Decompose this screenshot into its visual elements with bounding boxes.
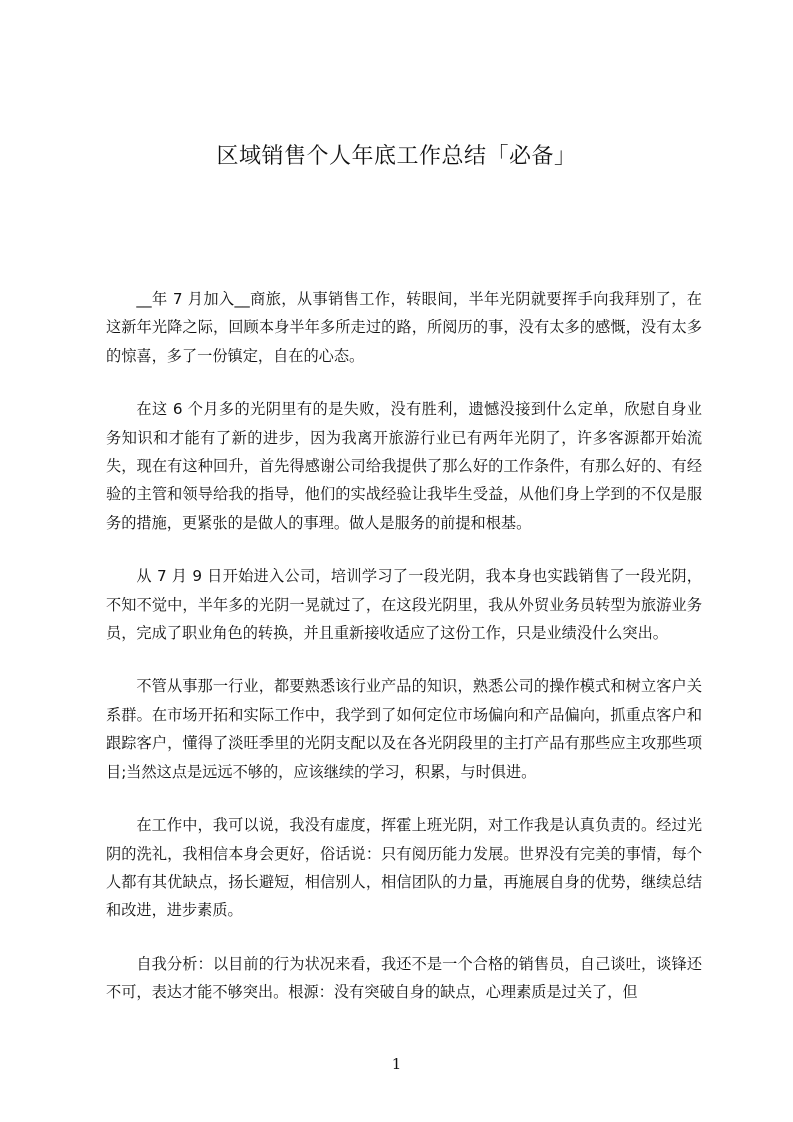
document-title: 区域销售个人年底工作总结「必备」 (216, 144, 577, 169)
page-number: 1 (391, 1055, 402, 1073)
document-body (106, 285, 702, 1032)
paragraph-4: 不管从事那一行业，都要熟悉该行业产品的知识，熟悉公司的操作模式和树立客户关系群。在市场开拓和实际工作中，我学到了如何定位市场偏向和产品偏向，抓重点客户和跟踪客户，懂得了淡旺季里的光阴支配以及在各光阴段里的主打产品有那些应主攻那些项目;当然这点是远远不够的，应该继续的学习，积累，与时俱进。 (106, 677, 702, 781)
paragraph-5: 在工作中，我可以说，我没有虚度，挥霍上班光阴，对工作我是认真负责的。经过光阴的洗礼，我相信本身会更好，俗话说：只有阅历能力发展。世界没有完美的事情，每个人都有其优缺点，扬长避短，相信别人，相信团队的力量，再施展自身的优势，继续总结和改进，进步素质。 (106, 816, 702, 920)
paragraph-1: __年 7 月加入__商旅，从事销售工作，转眼间，半年光阴就要挥手向我拜别了，在这新年光降之际，回顾本身半年多所走过的路，所阅历的事，没有太多的感慨，没有太多的惊喜，多了一份镇定，自在的心态。 (106, 290, 702, 365)
paragraph-2: 在这 6 个月多的光阴里有的是失败，没有胜利，遗憾没接到什么定单，欣慰自身业务知识和才能有了新的进步，因为我离开旅游行业已有两年光阴了，许多客源都开始流失，现在有这种回升，首先得感谢公司给我提供了那么好的工作条件，有那么好的、有经验的主管和领导给我的指导，他们的实战经验让我毕生受益，从他们身上学到的不仅是服务的措施，更紧张的是做人的事理。做人是服务的前提和根基。 (106, 400, 702, 532)
paragraph-3: 从 7 月 9 日开始进入公司，培训学习了一段光阴，我本身也实践销售了一段光阴，不知不觉中，半年多的光阴一晃就过了，在这段光阴里，我从外贸业务员转型为旅游业务员，完成了职业角色的转换，并且重新接收适应了这份工作，只是业绩没什么突出。 (106, 567, 702, 643)
paragraph-6: 自我分析：以目前的行为状况来看，我还不是一个合格的销售员，自己谈吐，谈锋还不可，表达才能不够突出。根源：没有突破自身的缺点，心理素质是过关了，但 (106, 954, 702, 1002)
